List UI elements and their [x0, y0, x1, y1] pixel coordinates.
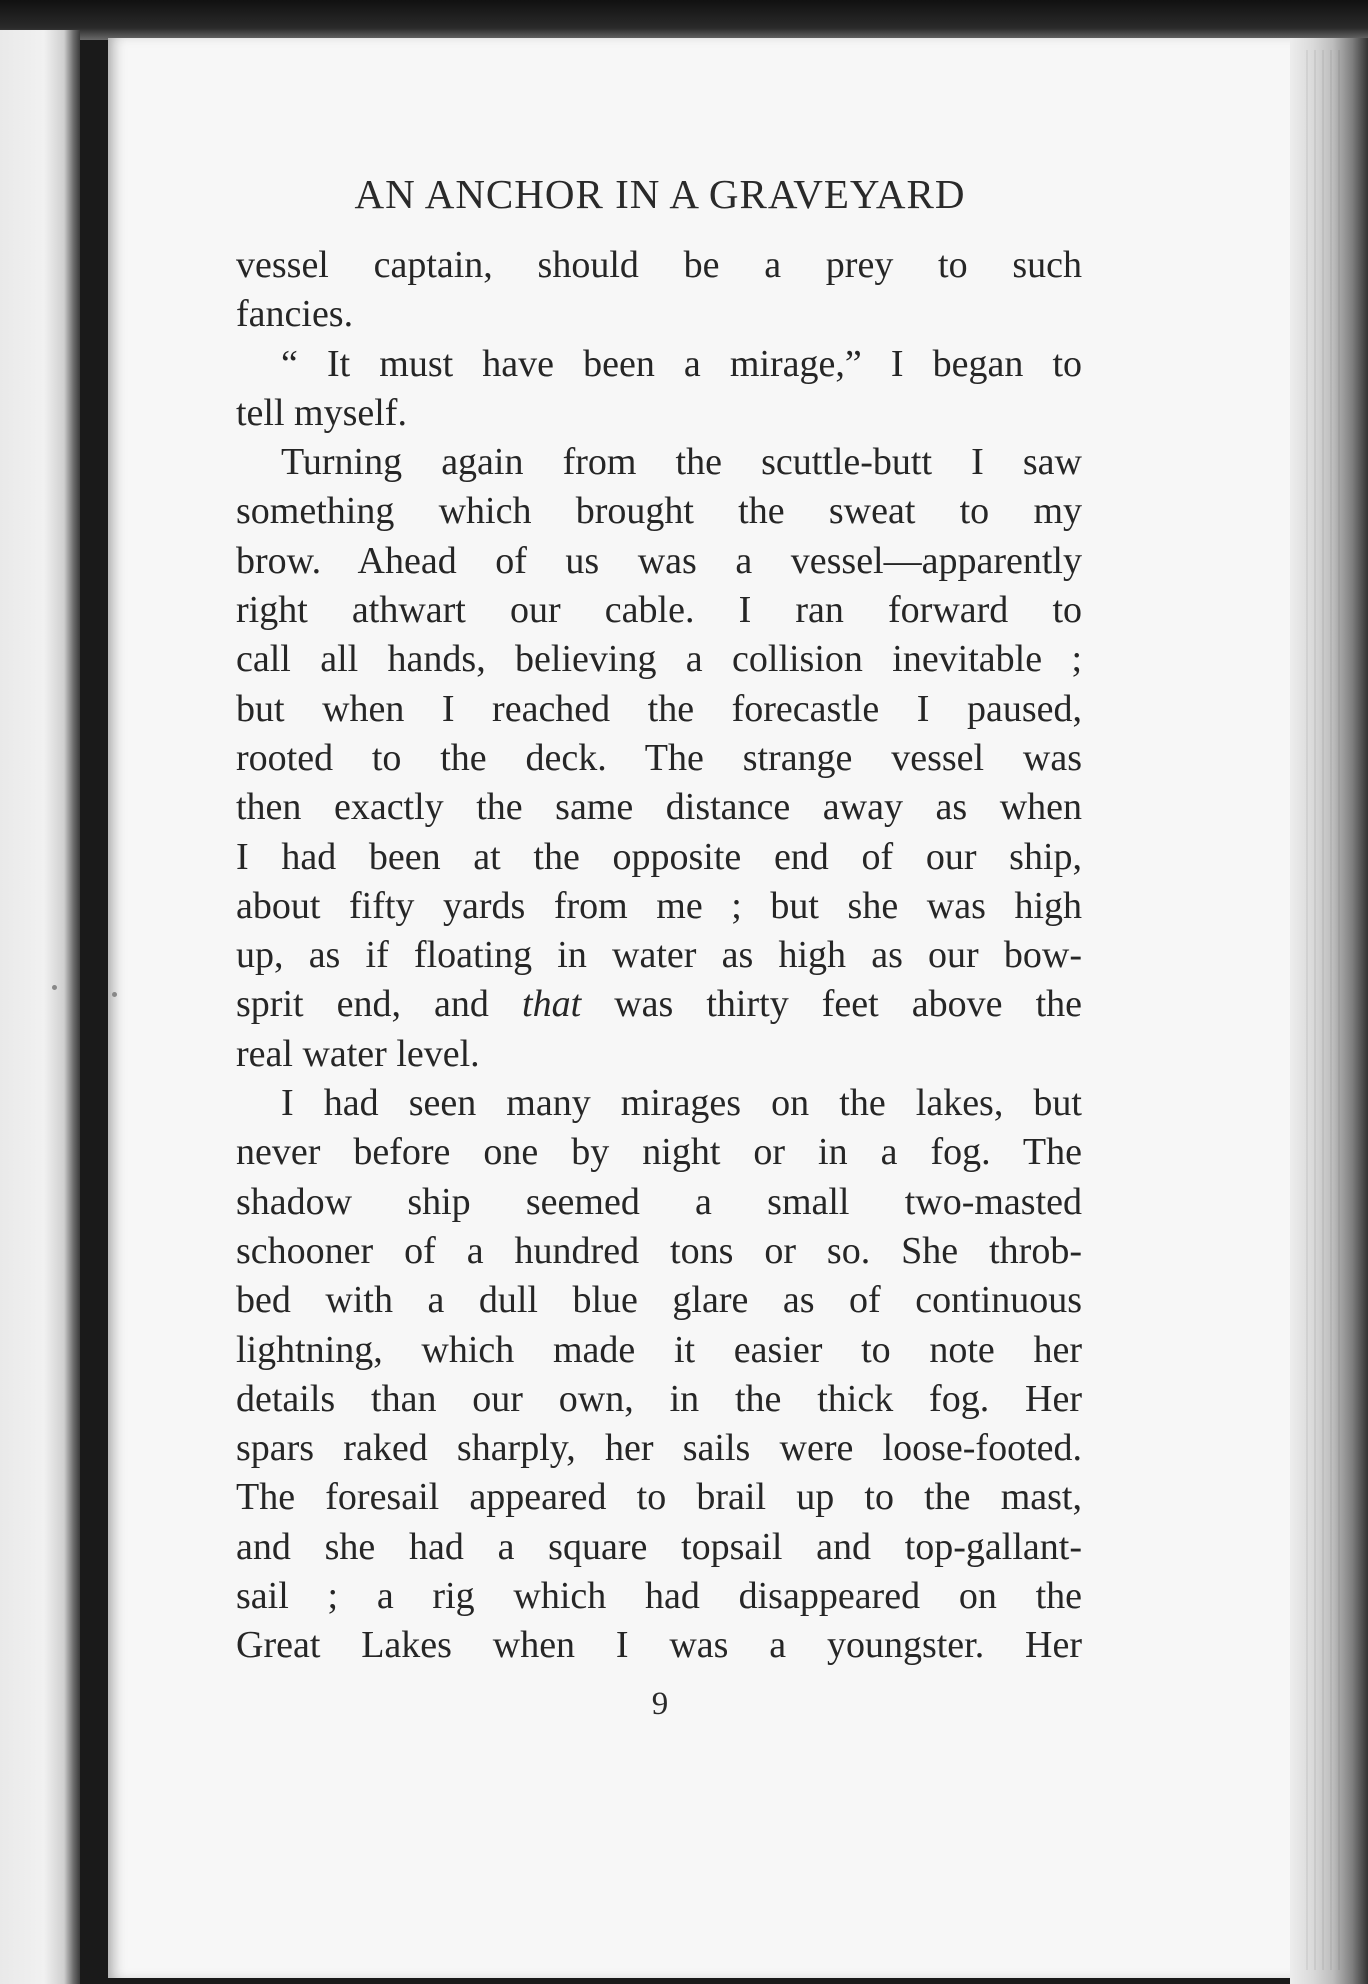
text-line: “ It must have been a mirage,” I began to — [281, 342, 1082, 385]
text-line: schooner of a hundred tons or so. She throb- — [236, 1229, 1082, 1272]
text-line: The foresail appeared to brail up to the mast, — [236, 1476, 1082, 1519]
body-text — [236, 241, 1082, 1671]
scan-speck — [52, 985, 57, 990]
text-line: something which brought the sweat to my — [236, 490, 1082, 533]
text-line: about fifty yards from me ; but she was high — [236, 884, 1082, 927]
text-line: details than our own, in the thick fog. Her — [236, 1377, 1082, 1420]
text-line: right athwart our cable. I ran forward to — [236, 589, 1082, 632]
text-line: spars raked sharply, her sails were loose-footed. — [236, 1427, 1082, 1470]
page-edge-texture — [1300, 50, 1340, 1970]
running-head: AN ANCHOR IN A GRAVEYARD — [354, 171, 966, 217]
text-line: shadow ship seemed a small two-masted — [236, 1180, 1082, 1223]
scan-border-top — [0, 0, 1368, 40]
text-line: brow. Ahead of us was a vessel—apparently — [236, 539, 1082, 582]
text-line: then exactly the same distance away as when — [236, 786, 1082, 829]
text-line: I had been at the opposite end of our ship, — [236, 835, 1082, 878]
text-line: up, as if floating in water as high as our bow- — [236, 934, 1082, 977]
text-line: rooted to the deck. The strange vessel was — [236, 736, 1082, 779]
italic-word: that — [522, 983, 582, 1026]
text-line: Great Lakes when I was a youngster. Her — [236, 1624, 1082, 1667]
text-line: but when I reached the forecastle I paused, — [236, 687, 1082, 730]
text-line: Turning again from the scuttle-butt I saw — [281, 441, 1082, 484]
text-line: and she had a square topsail and top-gallant- — [236, 1525, 1082, 1568]
text-line: tell myself. — [236, 391, 407, 434]
text-line: vessel captain, should be a prey to such — [236, 244, 1082, 286]
scan-speck — [112, 992, 117, 997]
text-line: fancies. — [236, 293, 354, 336]
text-line-with-italic — [236, 980, 1082, 1029]
text-line: I had seen many mirages on the lakes, but — [281, 1082, 1082, 1125]
text-segment: was thirty feet above the — [581, 983, 1083, 1026]
facing-page-edge — [0, 30, 80, 1984]
page-number: 9 — [651, 1686, 669, 1722]
text-line: sail ; a rig which had disappeared on the — [236, 1575, 1082, 1618]
text-line: bed with a dull blue glare as of continuous — [236, 1279, 1082, 1322]
text-line: call all hands, believing a collision inevitable ; — [236, 638, 1082, 681]
text-line: never before one by night or in a fog. The — [236, 1131, 1082, 1174]
text-line: lightning, which made it easier to note her — [236, 1328, 1082, 1371]
text-segment: sprit end, and — [236, 983, 489, 1026]
text-line: real water level. — [236, 1032, 480, 1075]
